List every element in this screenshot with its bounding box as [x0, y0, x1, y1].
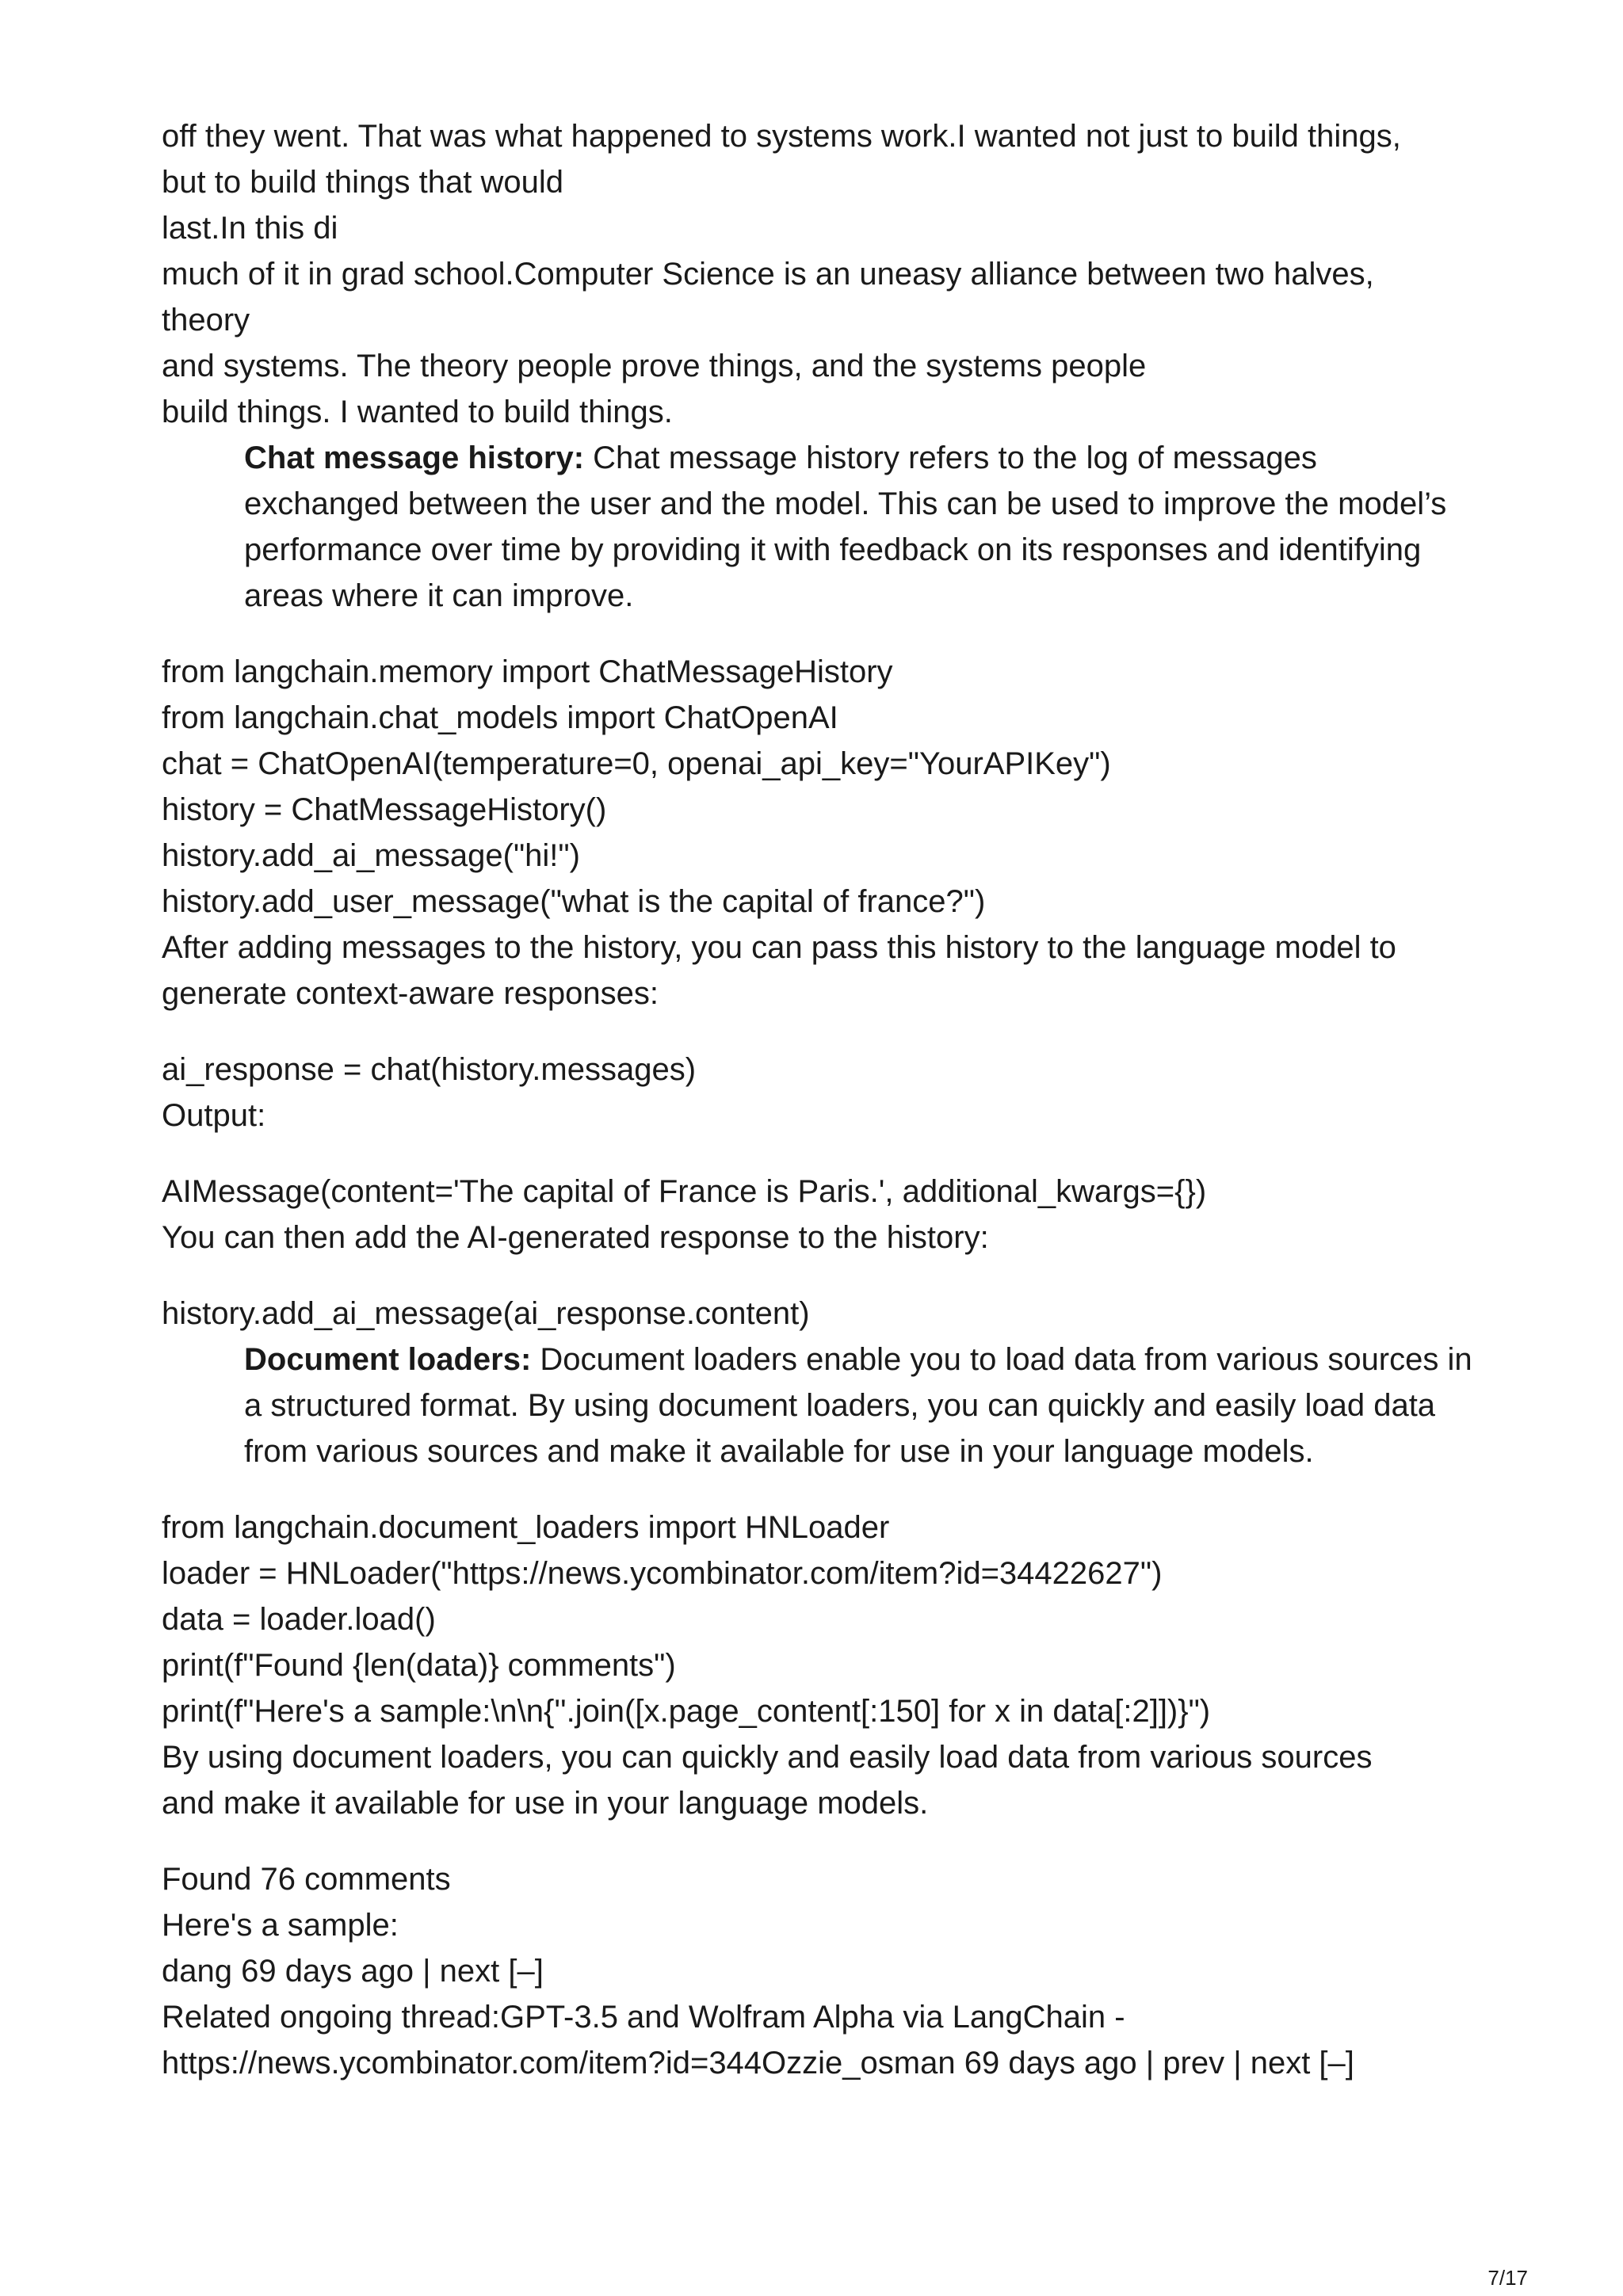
code-line: history.add_ai_message("hi!"): [162, 838, 580, 873]
output-block-comments: [162, 1856, 1493, 2086]
text-line: theory: [162, 303, 250, 338]
text-line: but to build things that would: [162, 165, 564, 200]
code-line: chat = ChatOpenAI(temperature=0, openai_api_key="YourAPIKey"): [162, 746, 1111, 781]
code-line: loader = HNLoader("https://news.ycombinator.com/item?id=34422627"): [162, 1556, 1163, 1591]
code-block-document-loaders: [162, 1505, 1493, 1826]
chat-message-history-title: Chat message history:: [244, 441, 585, 475]
code-line: from langchain.memory import ChatMessageHistory: [162, 654, 893, 689]
output-line: Related ongoing thread:GPT-3.5 and Wolfram Alpha via LangChain -: [162, 2000, 1125, 2035]
text-line: generate context-aware responses:: [162, 976, 659, 1011]
code-line: history = ChatMessageHistory(): [162, 792, 607, 827]
code-line: AIMessage(content='The capital of France is Paris.', additional_kwargs={}): [162, 1174, 1207, 1209]
output-line: Found 76 comments: [162, 1862, 451, 1897]
code-block-ai-response: [162, 1047, 1493, 1138]
text-line: last.In this di: [162, 211, 338, 246]
code-block-add-ai-message: [162, 1291, 1493, 1337]
text-line: By using document loaders, you can quickly and easily load data from various sources: [162, 1740, 1373, 1775]
text-line: and systems. The theory people prove things, and the systems people: [162, 349, 1147, 383]
text-line: off they went. That was what happened to systems work.I wanted not just to build things,: [162, 119, 1401, 154]
output-line: dang 69 days ago | next [–]: [162, 1954, 544, 1989]
text-line: and make it available for use in your language models.: [162, 1786, 929, 1821]
code-line: history.add_ai_message(ai_response.content): [162, 1296, 810, 1331]
document-loaders-item: [244, 1337, 1480, 1474]
code-line: from langchain.document_loaders import HNLoader: [162, 1510, 890, 1545]
code-line: print(f"Found {len(data)} comments"): [162, 1648, 676, 1683]
code-line: from langchain.chat_models import ChatOpenAI: [162, 700, 838, 735]
code-line: print(f"Here's a sample:\n\n{''.join([x.page_content[:150] for x in data[:2]])}"): [162, 1694, 1211, 1729]
code-line: history.add_user_message("what is the capital of france?"): [162, 884, 986, 919]
text-line: Output:: [162, 1098, 266, 1133]
code-line: ai_response = chat(history.messages): [162, 1052, 697, 1087]
page-number: 7/17: [1487, 2266, 1528, 2290]
chat-message-history-text: Chat message history refers to the log of messages exchanged between the user and the model. This can be used to improve the model’s performance over time by providing it with feedback on its responses and identifying areas where it can improve.: [244, 441, 1447, 613]
code-block-chat-history: [162, 649, 1493, 1016]
text-line: build things. I wanted to build things.: [162, 395, 673, 429]
document-loaders-title: Document loaders:: [244, 1342, 532, 1377]
code-line: data = loader.load(): [162, 1602, 436, 1637]
intro-paragraph: [162, 113, 1493, 435]
text-line: After adding messages to the history, you can pass this history to the language model to: [162, 930, 1396, 965]
document-page: [162, 113, 1493, 2086]
output-line: Here's a sample:: [162, 1908, 399, 1943]
document-loaders-text: Document loaders enable you to load data from various sources in a structured format. By using document loaders, you can quickly and easily load data from various sources and make it available for use in your language models.: [244, 1342, 1472, 1469]
output-block-ai-message: [162, 1169, 1493, 1261]
text-line: much of it in grad school.Computer Science is an uneasy alliance between two halves,: [162, 257, 1374, 292]
output-line: https://news.ycombinator.com/item?id=344Ozzie_osman 69 days ago | prev | next [–]: [162, 2046, 1354, 2081]
chat-message-history-item: [244, 435, 1480, 619]
text-line: You can then add the AI-generated response to the history:: [162, 1220, 989, 1255]
